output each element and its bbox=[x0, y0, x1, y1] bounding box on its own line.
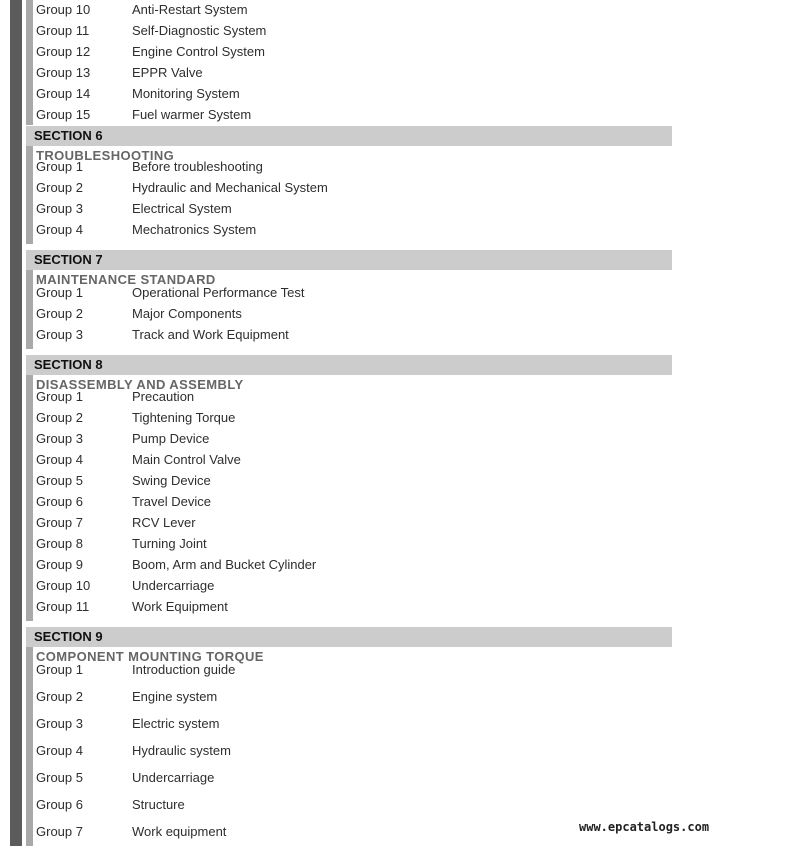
group-title: Work equipment bbox=[132, 824, 227, 839]
group-title: Turning Joint bbox=[132, 536, 207, 551]
group-number: Group 11 bbox=[36, 23, 90, 38]
group-number: Group 4 bbox=[36, 743, 83, 758]
section-header: SECTION 8 bbox=[26, 355, 672, 375]
group-number: Group 1 bbox=[36, 285, 83, 300]
group-number: Group 10 bbox=[36, 578, 91, 593]
group-number: Group 7 bbox=[36, 515, 83, 530]
group-title: Travel Device bbox=[132, 494, 211, 509]
group-title: EPPR Valve bbox=[132, 65, 203, 80]
group-title: Electrical System bbox=[132, 201, 232, 216]
section-side-bar bbox=[26, 146, 33, 244]
section-header: SECTION 9 bbox=[26, 627, 672, 647]
group-number: Group 3 bbox=[36, 431, 83, 446]
group-number: Group 15 bbox=[36, 107, 91, 122]
group-number: Group 4 bbox=[36, 222, 83, 237]
group-title: Monitoring System bbox=[132, 86, 240, 101]
group-title: Pump Device bbox=[132, 431, 210, 446]
left-margin-bar bbox=[10, 0, 22, 846]
group-number: Group 12 bbox=[36, 44, 91, 59]
section-header: SECTION 7 bbox=[26, 250, 672, 270]
group-number: Group 1 bbox=[36, 662, 83, 677]
group-number: Group 10 bbox=[36, 2, 91, 17]
group-title: Work Equipment bbox=[132, 599, 228, 614]
section-side-bar bbox=[26, 375, 33, 621]
group-number: Group 6 bbox=[36, 797, 83, 812]
section-side-bar bbox=[26, 0, 33, 125]
group-title: Operational Performance Test bbox=[132, 285, 305, 300]
group-title: Hydraulic and Mechanical System bbox=[132, 180, 328, 195]
group-title: Main Control Valve bbox=[132, 452, 241, 467]
group-title: Self-Diagnostic System bbox=[132, 23, 267, 38]
group-title: Swing Device bbox=[132, 473, 211, 488]
group-title: Hydraulic system bbox=[132, 743, 231, 758]
group-number: Group 9 bbox=[36, 557, 83, 572]
group-number: Group 2 bbox=[36, 689, 83, 704]
group-title: Structure bbox=[132, 797, 185, 812]
footer-url: www.epcatalogs.com bbox=[579, 820, 710, 834]
group-number: Group 6 bbox=[36, 494, 83, 509]
group-title: RCV Lever bbox=[132, 515, 196, 530]
group-title: Anti-Restart System bbox=[132, 2, 248, 17]
group-number: Group 13 bbox=[36, 65, 91, 80]
group-title: Electric system bbox=[132, 716, 220, 731]
group-title: Major Components bbox=[132, 306, 242, 321]
group-title: Introduction guide bbox=[132, 662, 236, 677]
group-title: Tightening Torque bbox=[132, 410, 236, 425]
group-title: Fuel warmer System bbox=[132, 107, 252, 122]
section-side-bar bbox=[26, 270, 33, 349]
section-subtitle: TROUBLESHOOTING bbox=[36, 148, 175, 163]
group-number: Group 3 bbox=[36, 201, 83, 216]
group-title: Undercarriage bbox=[132, 578, 215, 593]
group-number: Group 11 bbox=[36, 599, 90, 614]
group-number: Group 3 bbox=[36, 327, 83, 342]
group-title: Engine system bbox=[132, 689, 218, 704]
group-number: Group 14 bbox=[36, 86, 91, 101]
group-title: Engine Control System bbox=[132, 44, 265, 59]
group-number: Group 2 bbox=[36, 306, 83, 321]
group-number: Group 3 bbox=[36, 716, 83, 731]
group-number: Group 1 bbox=[36, 159, 83, 174]
group-title: Undercarriage bbox=[132, 770, 215, 785]
group-title: Boom, Arm and Bucket Cylinder bbox=[132, 557, 317, 572]
group-number: Group 7 bbox=[36, 824, 83, 839]
section-header: SECTION 6 bbox=[26, 126, 672, 146]
section-subtitle: COMPONENT MOUNTING TORQUE bbox=[36, 649, 264, 664]
group-title: Before troubleshooting bbox=[132, 159, 263, 174]
section-subtitle: MAINTENANCE STANDARD bbox=[36, 272, 216, 287]
group-number: Group 8 bbox=[36, 536, 83, 551]
group-title: Mechatronics System bbox=[132, 222, 257, 237]
group-number: Group 2 bbox=[36, 410, 83, 425]
section-subtitle: DISASSEMBLY AND ASSEMBLY bbox=[36, 377, 244, 392]
group-number: Group 4 bbox=[36, 452, 83, 467]
section-side-bar bbox=[26, 647, 33, 846]
group-title: Precaution bbox=[132, 389, 195, 404]
group-number: Group 5 bbox=[36, 473, 83, 488]
group-title: Track and Work Equipment bbox=[132, 327, 289, 342]
group-number: Group 2 bbox=[36, 180, 83, 195]
group-number: Group 5 bbox=[36, 770, 83, 785]
group-number: Group 1 bbox=[36, 389, 83, 404]
